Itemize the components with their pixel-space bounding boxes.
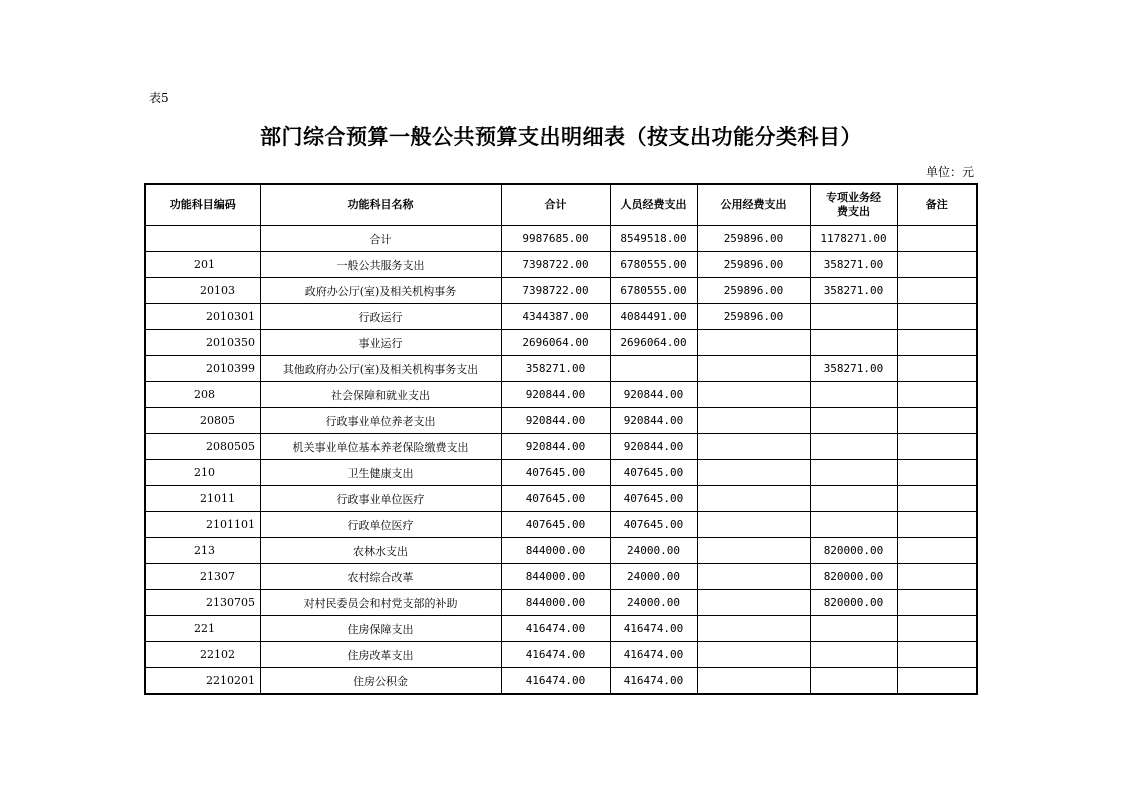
cell-total: 4344387.00 bbox=[501, 304, 610, 330]
cell-name: 住房保障支出 bbox=[260, 616, 501, 642]
header-code: 功能科目编码 bbox=[145, 184, 260, 226]
cell-code: 20805 bbox=[145, 408, 260, 434]
cell-special bbox=[810, 460, 897, 486]
cell-personnel bbox=[610, 356, 697, 382]
cell-special bbox=[810, 486, 897, 512]
cell-name: 行政运行 bbox=[260, 304, 501, 330]
cell-public bbox=[697, 668, 810, 695]
cell-personnel: 407645.00 bbox=[610, 486, 697, 512]
cell-name: 一般公共服务支出 bbox=[260, 252, 501, 278]
cell-remark bbox=[897, 434, 977, 460]
cell-remark bbox=[897, 408, 977, 434]
cell-total: 407645.00 bbox=[501, 512, 610, 538]
cell-public: 259896.00 bbox=[697, 278, 810, 304]
table-row bbox=[145, 590, 977, 616]
cell-code: 2010399 bbox=[145, 356, 260, 382]
cell-special: 358271.00 bbox=[810, 278, 897, 304]
cell-total: 407645.00 bbox=[501, 460, 610, 486]
cell-code: 221 bbox=[145, 616, 260, 642]
cell-personnel: 24000.00 bbox=[610, 564, 697, 590]
cell-code: 2210201 bbox=[145, 668, 260, 695]
cell-code: 201 bbox=[145, 252, 260, 278]
cell-name: 社会保障和就业支出 bbox=[260, 382, 501, 408]
table-row bbox=[145, 486, 977, 512]
table-row bbox=[145, 616, 977, 642]
cell-public bbox=[697, 564, 810, 590]
cell-public bbox=[697, 330, 810, 356]
cell-remark bbox=[897, 278, 977, 304]
cell-special: 820000.00 bbox=[810, 590, 897, 616]
table-row bbox=[145, 382, 977, 408]
table-row bbox=[145, 538, 977, 564]
table-row bbox=[145, 278, 977, 304]
cell-name: 行政单位医疗 bbox=[260, 512, 501, 538]
cell-special: 358271.00 bbox=[810, 252, 897, 278]
cell-total: 920844.00 bbox=[501, 434, 610, 460]
cell-code: 2080505 bbox=[145, 434, 260, 460]
cell-total: 7398722.00 bbox=[501, 252, 610, 278]
header-remark: 备注 bbox=[897, 184, 977, 226]
cell-code: 210 bbox=[145, 460, 260, 486]
cell-name: 政府办公厅(室)及相关机构事务 bbox=[260, 278, 501, 304]
cell-special bbox=[810, 616, 897, 642]
cell-public bbox=[697, 590, 810, 616]
cell-personnel: 416474.00 bbox=[610, 668, 697, 695]
table-row bbox=[145, 330, 977, 356]
cell-special: 820000.00 bbox=[810, 564, 897, 590]
cell-total: 844000.00 bbox=[501, 590, 610, 616]
cell-personnel: 920844.00 bbox=[610, 434, 697, 460]
cell-total: 9987685.00 bbox=[501, 226, 610, 252]
cell-total: 407645.00 bbox=[501, 486, 610, 512]
cell-remark bbox=[897, 486, 977, 512]
header-special: 专项业务经费支出 bbox=[810, 184, 897, 226]
unit-label: 单位：元 bbox=[925, 165, 974, 179]
cell-personnel: 407645.00 bbox=[610, 460, 697, 486]
cell-personnel: 6780555.00 bbox=[610, 252, 697, 278]
cell-special bbox=[810, 330, 897, 356]
cell-total: 844000.00 bbox=[501, 564, 610, 590]
cell-public bbox=[697, 460, 810, 486]
cell-personnel: 8549518.00 bbox=[610, 226, 697, 252]
cell-code: 208 bbox=[145, 382, 260, 408]
table-row bbox=[145, 226, 977, 252]
cell-public bbox=[697, 512, 810, 538]
cell-remark bbox=[897, 538, 977, 564]
cell-remark bbox=[897, 590, 977, 616]
header-row bbox=[145, 184, 977, 226]
cell-name: 农林水支出 bbox=[260, 538, 501, 564]
cell-special: 358271.00 bbox=[810, 356, 897, 382]
cell-public: 259896.00 bbox=[697, 304, 810, 330]
cell-total: 416474.00 bbox=[501, 668, 610, 695]
cell-code: 22102 bbox=[145, 642, 260, 668]
cell-code: 20103 bbox=[145, 278, 260, 304]
cell-name: 住房改革支出 bbox=[260, 642, 501, 668]
cell-personnel: 920844.00 bbox=[610, 382, 697, 408]
cell-public bbox=[697, 486, 810, 512]
cell-name: 事业运行 bbox=[260, 330, 501, 356]
table-row bbox=[145, 356, 977, 382]
cell-remark bbox=[897, 252, 977, 278]
cell-remark bbox=[897, 330, 977, 356]
cell-public: 259896.00 bbox=[697, 252, 810, 278]
cell-code: 2010301 bbox=[145, 304, 260, 330]
cell-code: 2101101 bbox=[145, 512, 260, 538]
cell-personnel: 2696064.00 bbox=[610, 330, 697, 356]
table-row bbox=[145, 408, 977, 434]
cell-remark bbox=[897, 356, 977, 382]
cell-special bbox=[810, 642, 897, 668]
cell-special bbox=[810, 408, 897, 434]
header-total: 合计 bbox=[501, 184, 610, 226]
cell-special bbox=[810, 382, 897, 408]
cell-personnel: 416474.00 bbox=[610, 642, 697, 668]
page-title: 部门综合预算一般公共预算支出明细表（按支出功能分类科目） bbox=[260, 125, 862, 149]
cell-name: 住房公积金 bbox=[260, 668, 501, 695]
cell-personnel: 24000.00 bbox=[610, 538, 697, 564]
cell-public bbox=[697, 382, 810, 408]
cell-public bbox=[697, 408, 810, 434]
cell-remark bbox=[897, 460, 977, 486]
cell-name: 机关事业单位基本养老保险缴费支出 bbox=[260, 434, 501, 460]
cell-total: 416474.00 bbox=[501, 642, 610, 668]
cell-code: 21011 bbox=[145, 486, 260, 512]
cell-code: 213 bbox=[145, 538, 260, 564]
cell-name: 农村综合改革 bbox=[260, 564, 501, 590]
header-personnel: 人员经费支出 bbox=[610, 184, 697, 226]
cell-remark bbox=[897, 226, 977, 252]
cell-remark bbox=[897, 382, 977, 408]
cell-personnel: 4084491.00 bbox=[610, 304, 697, 330]
cell-code bbox=[145, 226, 260, 252]
cell-name: 行政事业单位医疗 bbox=[260, 486, 501, 512]
cell-public bbox=[697, 642, 810, 668]
cell-name: 对村民委员会和村党支部的补助 bbox=[260, 590, 501, 616]
cell-personnel: 24000.00 bbox=[610, 590, 697, 616]
header-public: 公用经费支出 bbox=[697, 184, 810, 226]
budget-table bbox=[144, 183, 978, 695]
table-row bbox=[145, 642, 977, 668]
cell-public bbox=[697, 616, 810, 642]
cell-special: 820000.00 bbox=[810, 538, 897, 564]
cell-code: 21307 bbox=[145, 564, 260, 590]
table-row bbox=[145, 304, 977, 330]
cell-name: 行政事业单位养老支出 bbox=[260, 408, 501, 434]
cell-special bbox=[810, 434, 897, 460]
cell-remark bbox=[897, 564, 977, 590]
cell-special bbox=[810, 512, 897, 538]
cell-personnel: 416474.00 bbox=[610, 616, 697, 642]
cell-special bbox=[810, 668, 897, 695]
table-number: 表5 bbox=[149, 91, 169, 105]
cell-name: 卫生健康支出 bbox=[260, 460, 501, 486]
cell-total: 920844.00 bbox=[501, 408, 610, 434]
cell-personnel: 920844.00 bbox=[610, 408, 697, 434]
cell-remark bbox=[897, 304, 977, 330]
cell-public: 259896.00 bbox=[697, 226, 810, 252]
cell-special bbox=[810, 304, 897, 330]
cell-code: 2130705 bbox=[145, 590, 260, 616]
cell-total: 358271.00 bbox=[501, 356, 610, 382]
cell-name: 其他政府办公厅(室)及相关机构事务支出 bbox=[260, 356, 501, 382]
cell-special: 1178271.00 bbox=[810, 226, 897, 252]
cell-public bbox=[697, 356, 810, 382]
table-row bbox=[145, 512, 977, 538]
table-row bbox=[145, 668, 977, 695]
cell-total: 844000.00 bbox=[501, 538, 610, 564]
cell-total: 7398722.00 bbox=[501, 278, 610, 304]
cell-remark bbox=[897, 642, 977, 668]
cell-remark bbox=[897, 616, 977, 642]
cell-total: 416474.00 bbox=[501, 616, 610, 642]
cell-total: 2696064.00 bbox=[501, 330, 610, 356]
cell-personnel: 407645.00 bbox=[610, 512, 697, 538]
cell-public bbox=[697, 434, 810, 460]
cell-total: 920844.00 bbox=[501, 382, 610, 408]
cell-code: 2010350 bbox=[145, 330, 260, 356]
cell-public bbox=[697, 538, 810, 564]
table-row bbox=[145, 252, 977, 278]
cell-personnel: 6780555.00 bbox=[610, 278, 697, 304]
header-name: 功能科目名称 bbox=[260, 184, 501, 226]
table-row bbox=[145, 564, 977, 590]
cell-name: 合计 bbox=[260, 226, 501, 252]
table-row bbox=[145, 460, 977, 486]
cell-remark bbox=[897, 668, 977, 695]
table-row bbox=[145, 434, 977, 460]
cell-remark bbox=[897, 512, 977, 538]
